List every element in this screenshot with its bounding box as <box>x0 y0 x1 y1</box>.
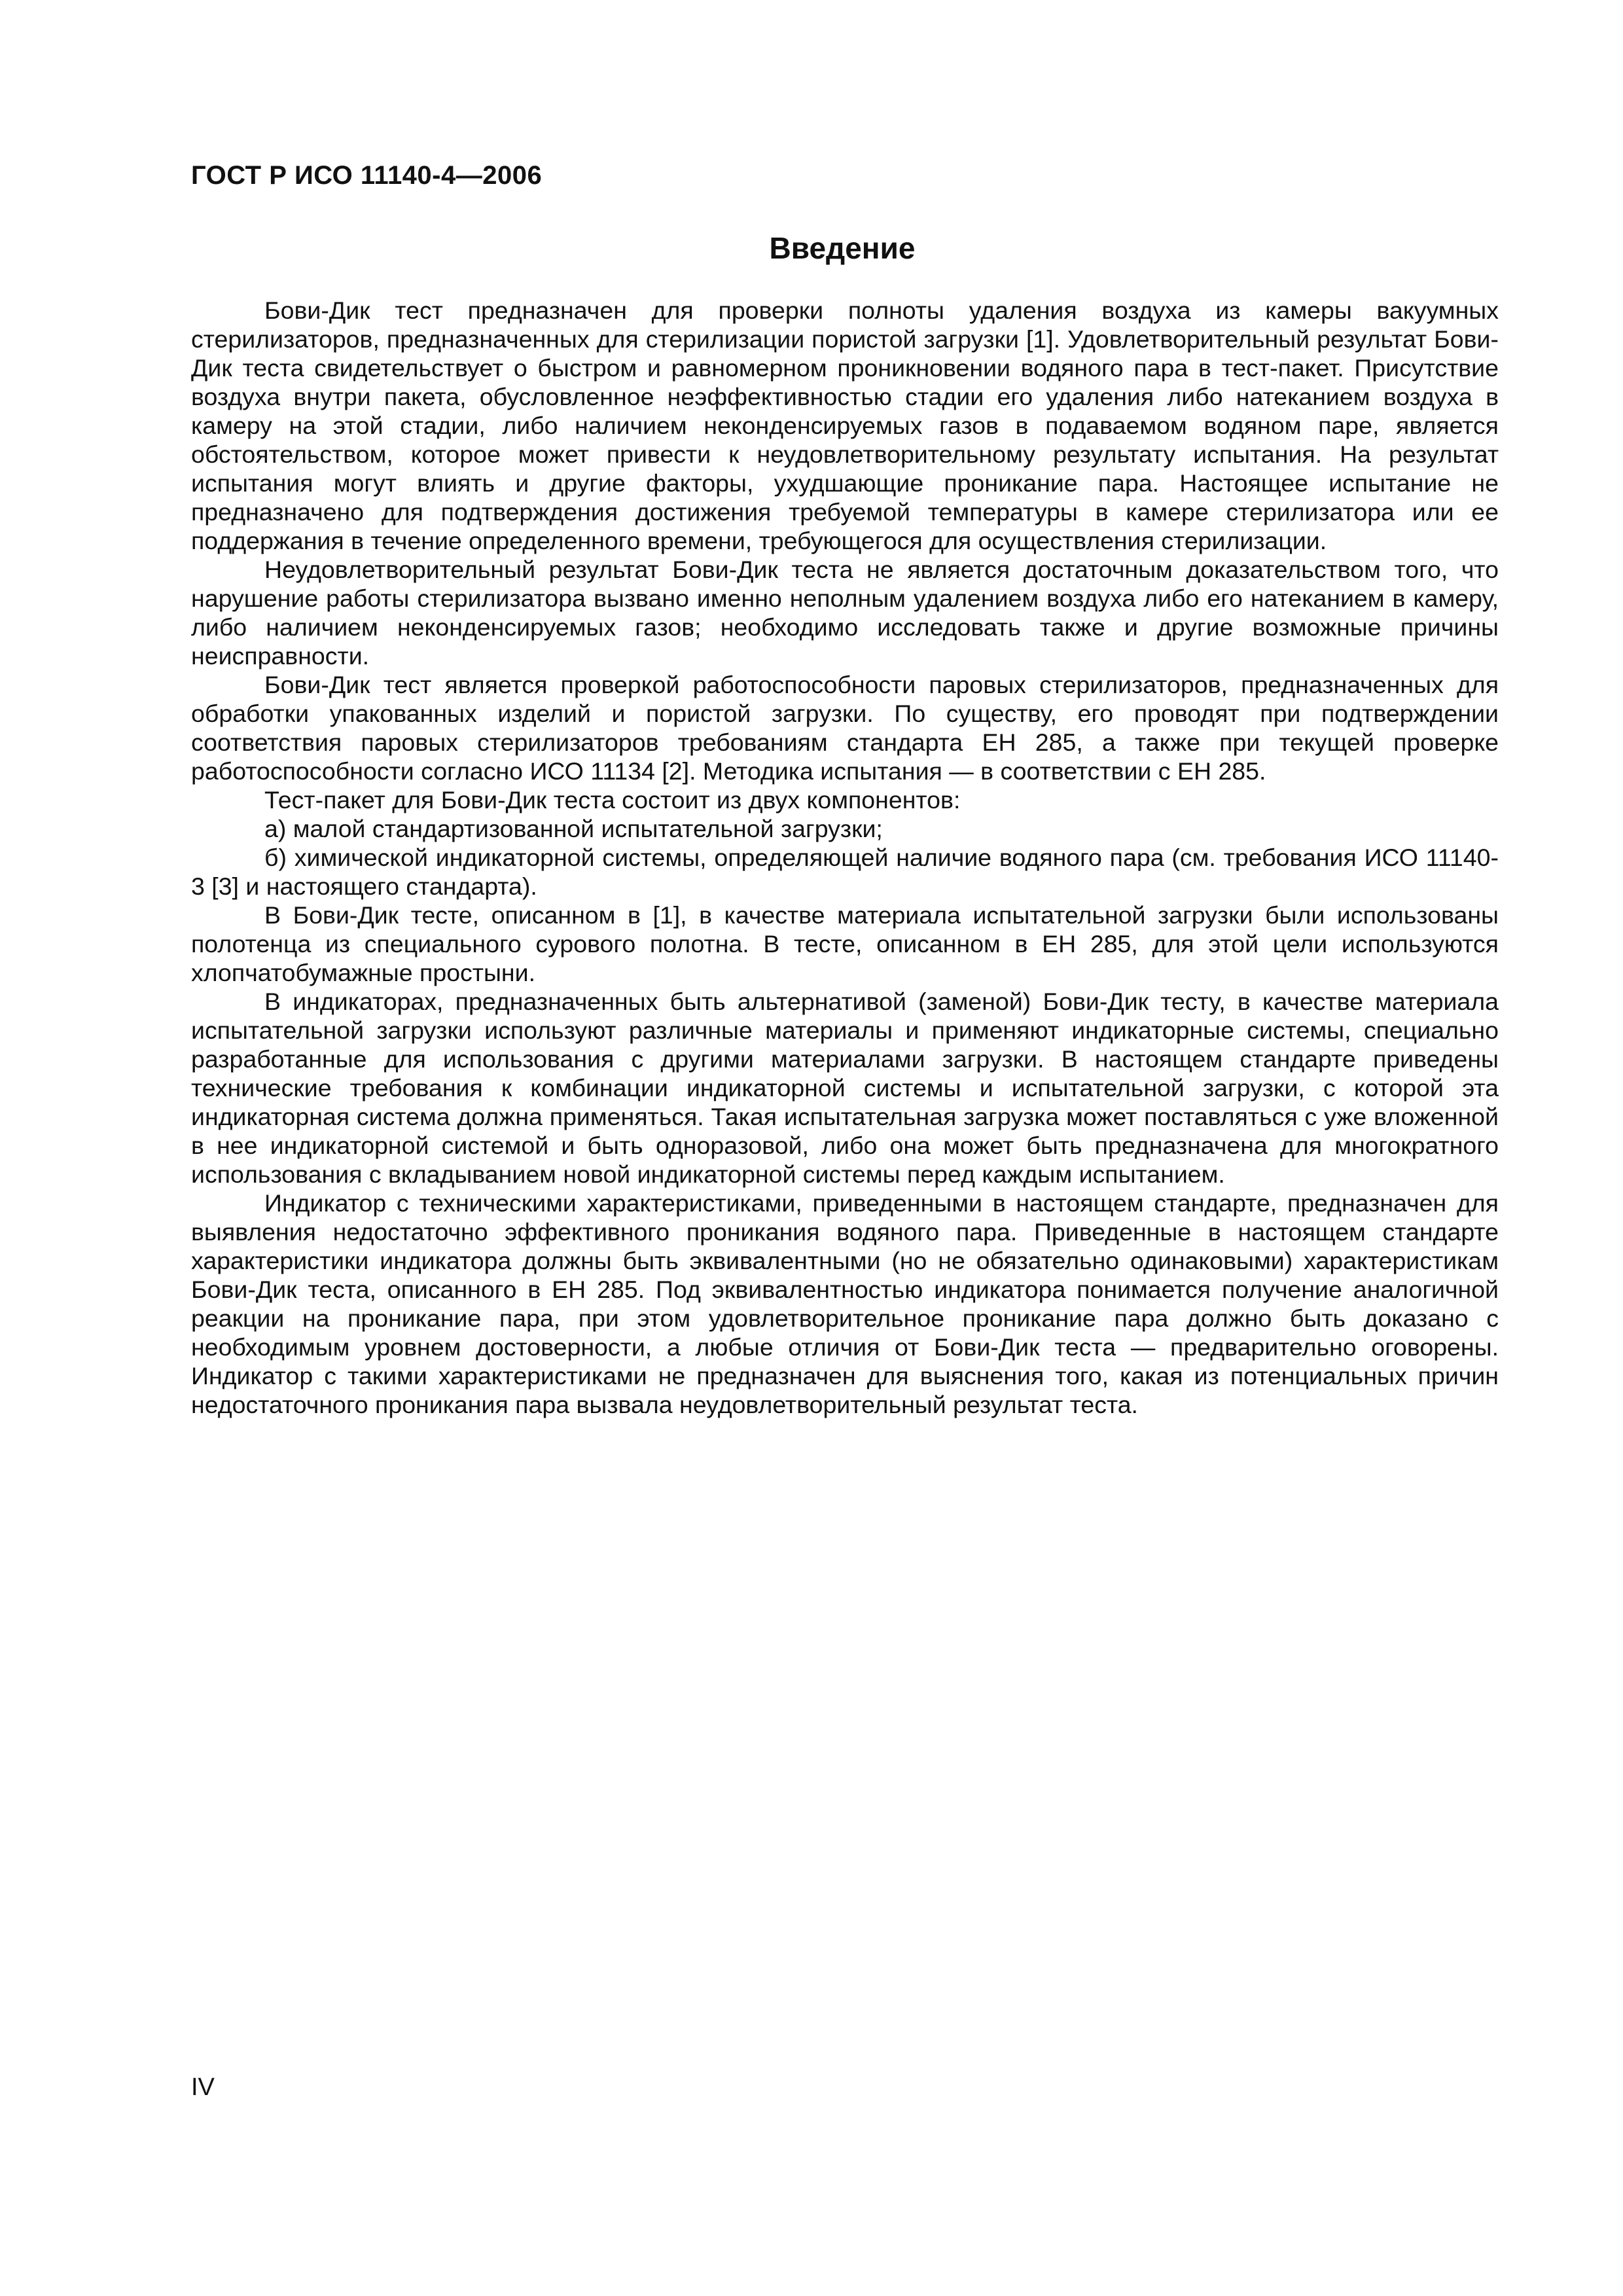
paragraph: В индикаторах, предназначенных быть альтернативой (заменой) Бови-Дик тесту, в качестве материала испытательной загрузки используют различные материалы и применяют индикаторные системы, специально разработанные для использования с другими материалами загрузки. В настоящем стандарте приведены технические требования к комбинации индикаторной системы и испытательной загрузки, с которой эта индикаторная система должна применяться. Такая испытательная загрузка может поставляться с уже вложенной в нее индикаторной системой и быть одноразовой, либо она может быть предназначена для многократного использования с вкладыванием новой индикаторной системы перед каждым испытанием. <box>191 988 1499 1188</box>
paragraph: Индикатор с техническими характеристиками, приведенными в настоящем стандарте, предназначен для выявления недостаточно эффективного проникания водяного пара. Приведенные в настоящем стандарте характеристики индикатора должны быть эквивалентными (но не обязательно одинаковыми) характеристикам Бови-Дик теста, описанного в ЕН 285. Под эквивалентностью индикатора понимается получение аналогичной реакции на проникание пара, при этом удовлетворительное проникание пара должно быть доказано с необходимым уровнем достоверности, а любые отличия от Бови-Дик теста — предварительно оговорены. Индикатор с такими характеристиками не предназначен для выяснения того, какая из потенциальных причин недостаточного проникания пара вызвала неудовлетворительный результат теста. <box>191 1189 1499 1418</box>
paragraph: Неудовлетворительный результат Бови-Дик теста не является достаточным доказательством того, что нарушение работы стерилизатора вызвано именно неполным удалением воздуха либо его натеканием в камеру, либо наличием неконденсируемых газов; необходимо исследовать также и другие возможные причины неисправности. <box>191 556 1499 670</box>
paragraph: В Бови-Дик тесте, описанном в [1], в качестве материала испытательной загрузки были использованы полотенца из специального сурового полотна. В тесте, описанном в ЕН 285, для этой цели используются хлопчатобумажные простыни. <box>191 901 1499 986</box>
paragraph: Бови-Дик тест является проверкой работоспособности паровых стерилизаторов, предназначенных для обработки упакованных изделий и пористой загрузки. По существу, его проводят при подтверждении соответствия паровых стерилизаторов требованиям стандарта ЕН 285, а также при текущей проверке работоспособности согласно ИСО 11134 [2]. Методика испытания — в соответствии с ЕН 285. <box>191 671 1499 785</box>
section-title: Введение <box>769 231 916 265</box>
paragraph: Бови-Дик тест предназначен для проверки полноты удаления воздуха из камеры вакуумных стерилизаторов, предназначенных для стерилизации пористой загрузки [1]. Удовлетворительный результат Бови-Дик теста свидетельствует о быстром и равномерном проникновении водяного пара в тест-пакет. Присутствие воздуха внутри пакета, обусловленное неэффективностью стадии его удаления либо натеканием воздуха в камеру на этой стадии, либо наличием неконденсируемых газов в подаваемом водяном паре, является обстоятельством, которое может привести к неудовлетворительному результату испытания. На результат испытания могут влиять и другие факторы, ухудшающие проникание пара. Настоящее испытание не предназначено для подтверждения достижения требуемой температуры в камере стерилизатора или ее поддержания в течение определенного времени, требующегося для осуществления стерилизации. <box>191 296 1499 554</box>
list-item: б) химической индикаторной системы, определяющей наличие водяного пара (см. требования ИСО 11140-3 [3] и настоящего стандарта). <box>191 844 1499 900</box>
body-text <box>191 296 1499 1419</box>
list-item: а) малой стандартизованной испытательной загрузки; <box>264 815 883 842</box>
paragraph: Тест-пакет для Бови-Дик теста состоит из двух компонентов: <box>264 786 961 814</box>
running-header: ГОСТ Р ИСО 11140-4—2006 <box>191 161 543 190</box>
page-number: IV <box>191 2073 215 2101</box>
